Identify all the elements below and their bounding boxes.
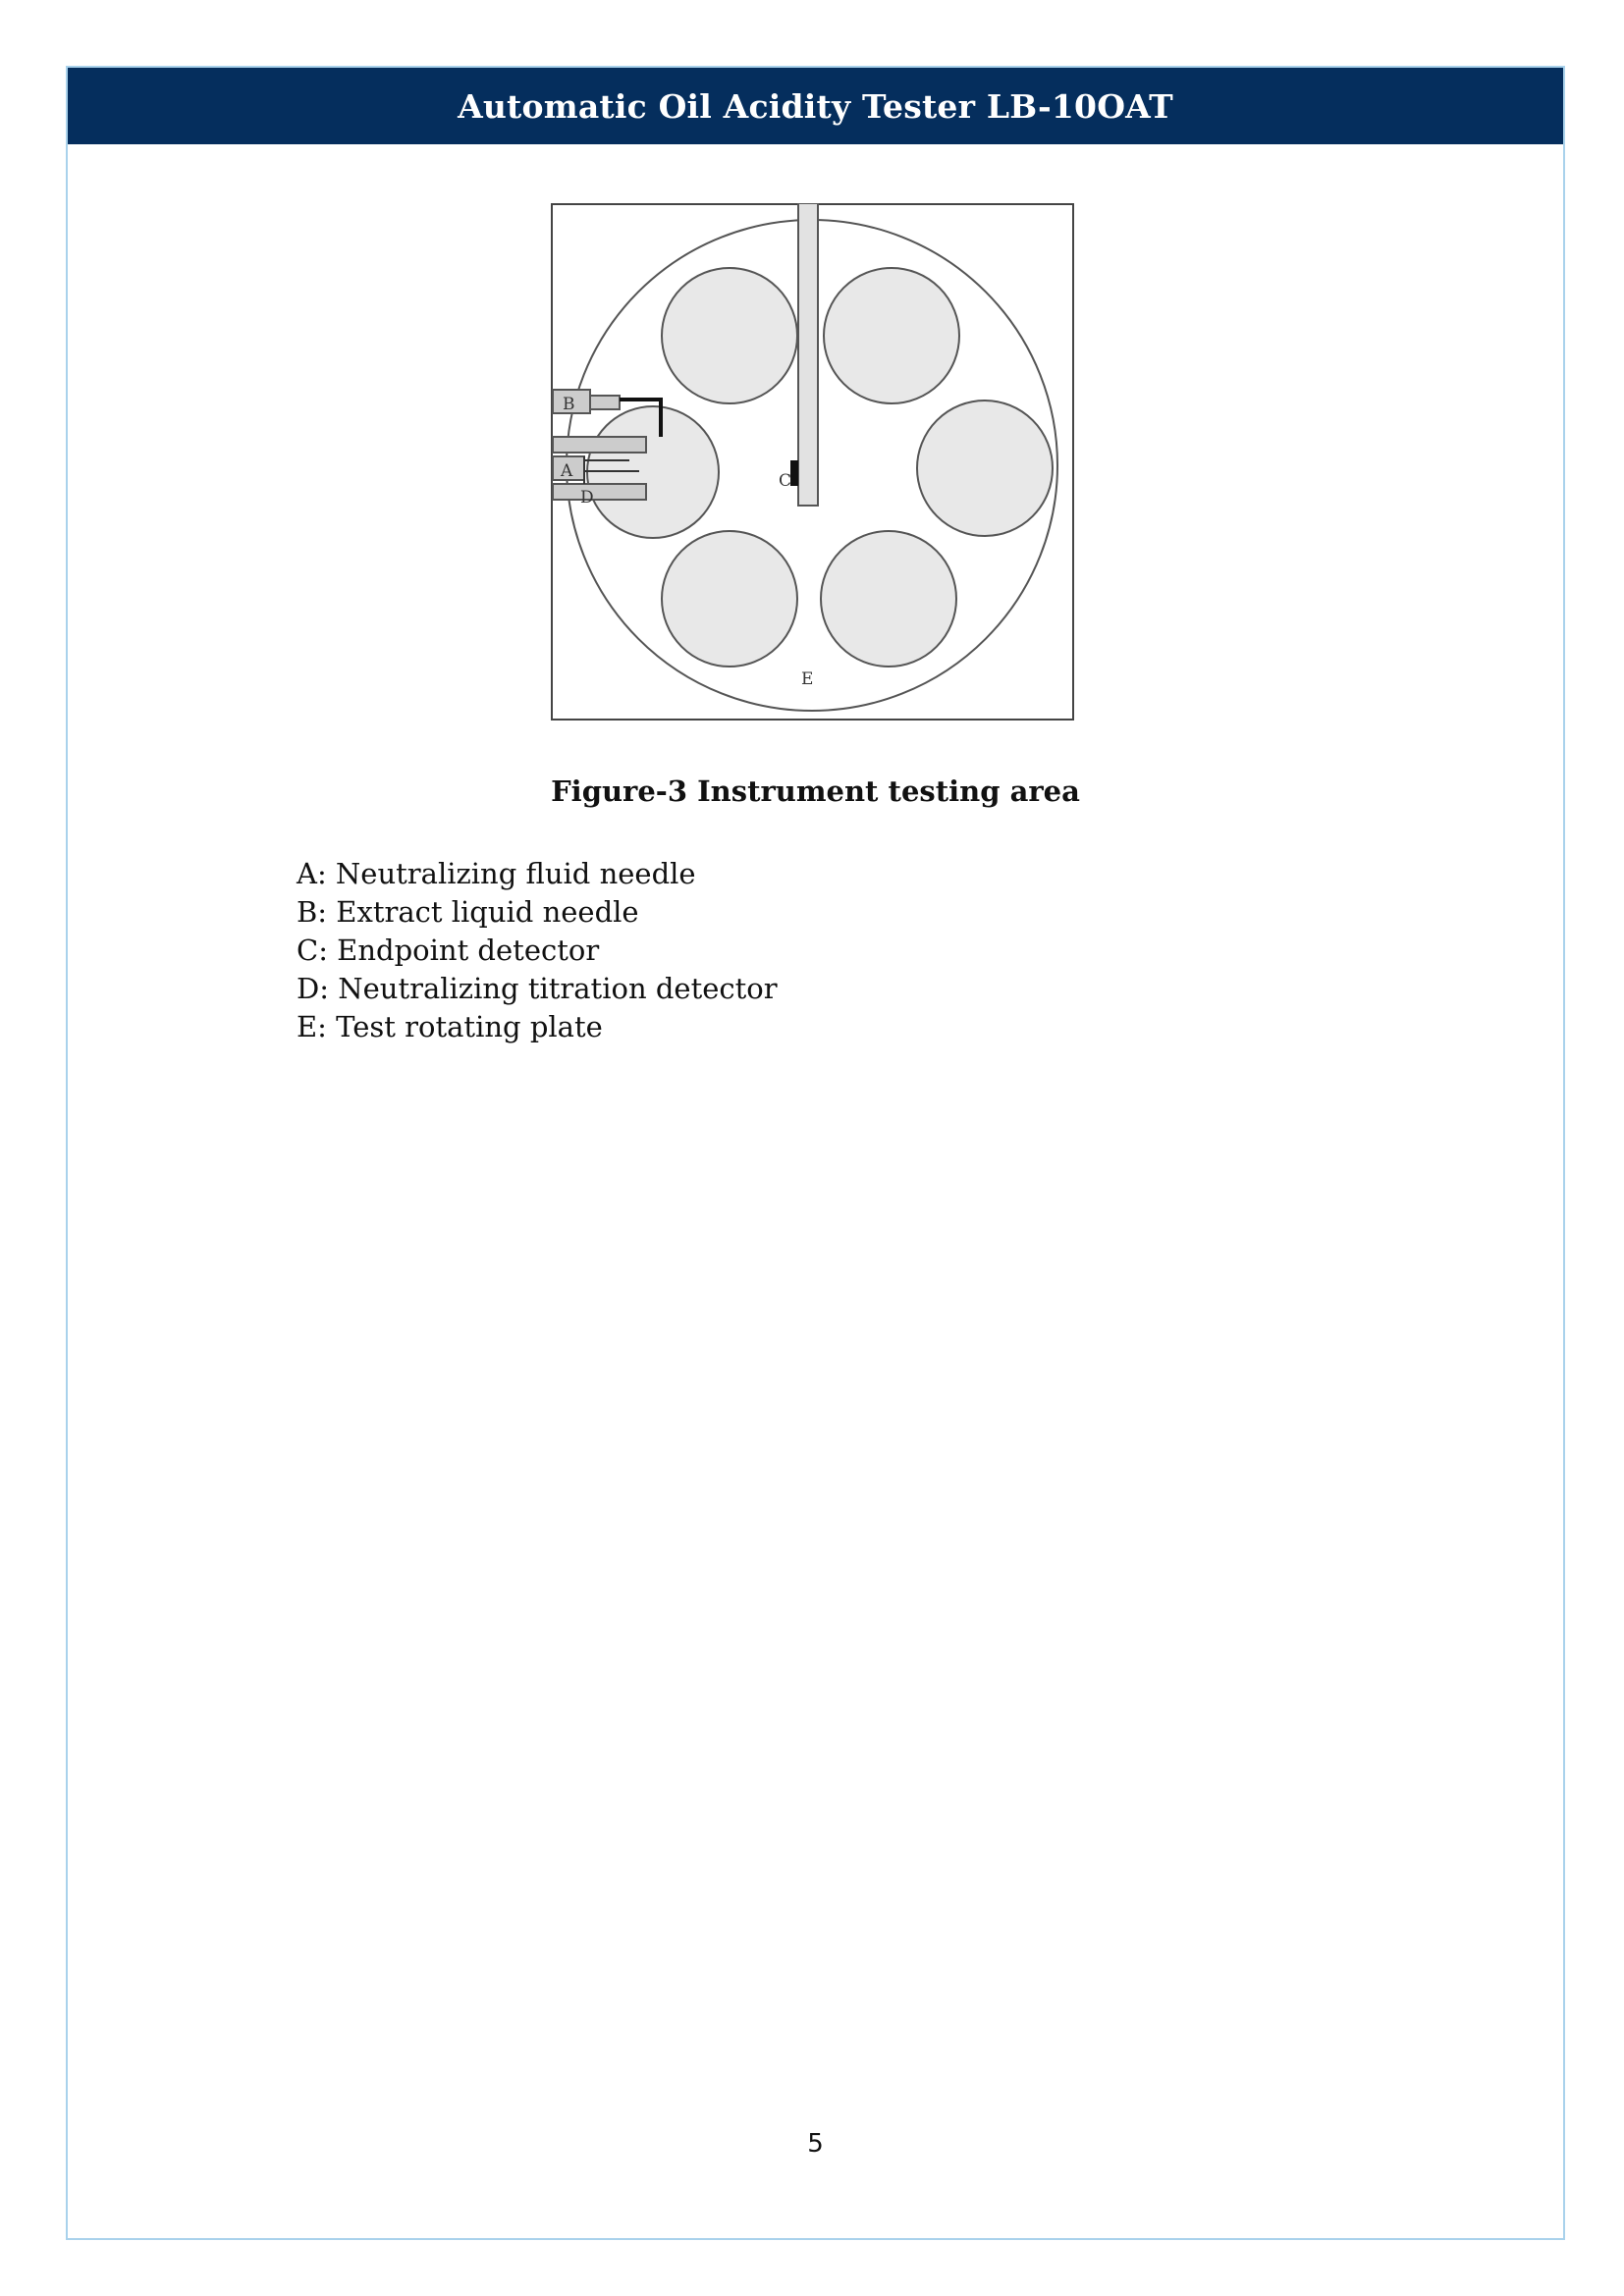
sample-cup-bottom-right (821, 531, 956, 667)
titration-holder-bottom (553, 484, 646, 500)
sample-cup-bottom-left (662, 531, 797, 667)
legend-item-b: B: Extract liquid needle (297, 895, 639, 929)
page-number: 5 (807, 2129, 824, 2159)
sample-cup-right (917, 400, 1053, 536)
endpoint-detector-sensor (790, 460, 798, 486)
diagram-label-e: E (801, 669, 814, 689)
diagram-label-b: B (563, 395, 575, 414)
legend-item-c: C: Endpoint detector (297, 934, 600, 967)
sample-cup-top-left (662, 268, 797, 403)
titration-holder-top (553, 437, 646, 453)
diagram-label-c: C (779, 471, 792, 491)
sample-cup-top-right (824, 268, 959, 403)
header-bar (68, 68, 1563, 144)
diagram-label-a: A (561, 461, 573, 481)
extract-needle-body (590, 396, 620, 409)
legend-item-d: D: Neutralizing titration detector (297, 972, 778, 1005)
page-frame (66, 66, 1565, 2240)
figure-legend (297, 855, 778, 1046)
page-title: Automatic Oil Acidity Tester LB-10OAT (458, 86, 1173, 126)
legend-item-a: A: Neutralizing fluid needle (297, 857, 696, 890)
endpoint-detector-arm (798, 203, 818, 506)
diagram-label-d: D (580, 488, 594, 507)
legend-item-e: E: Test rotating plate (297, 1010, 603, 1043)
instrument-testing-area-diagram (551, 203, 1075, 723)
figure-caption: Figure-3 Instrument testing area (551, 774, 1080, 808)
